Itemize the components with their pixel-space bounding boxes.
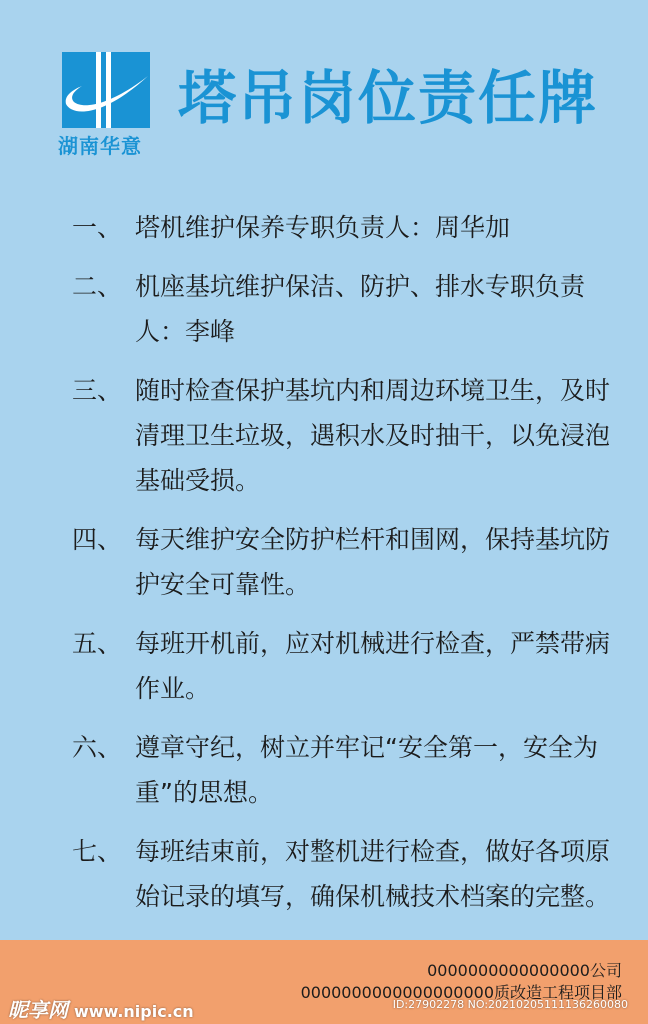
list-item [72, 368, 632, 503]
item-number: 五、 [72, 629, 123, 658]
item-text: 每班开机前，应对机械进行检查，严禁带病作业。 [135, 629, 611, 703]
watermark-site-name: 昵享网 [8, 998, 68, 1022]
item-text: 每班结束前，对整机进行检查，做好各项原始记录的填写，确保机械技术档案的完整。 [135, 837, 611, 911]
hunan-huayi-logo-icon [62, 52, 150, 128]
item-text: 每天维护安全防护栏杆和围网，保持基坑防护安全可靠性。 [135, 525, 611, 599]
item-number: 一、 [72, 213, 123, 242]
item-text: 塔机维护保养专职负责人：周华加 [135, 213, 511, 242]
watermark-logo [8, 994, 194, 1023]
watermark-id: ID:27902278 NO:20210205111136260080 [392, 998, 628, 1011]
company-name: 0000000000000000公司 [427, 961, 622, 980]
department-name: 0000000000000000000质改造工程项目部 [300, 983, 622, 1002]
list-item [72, 517, 632, 607]
item-number: 四、 [72, 525, 123, 554]
list-item [72, 621, 632, 711]
item-number: 七、 [72, 837, 123, 866]
page-title: 塔吊岗位责任牌 [178, 64, 599, 132]
watermark-url: www.nipic.cn [74, 1002, 194, 1021]
logo-text: 湖南华意 [58, 134, 142, 158]
list-item [72, 205, 632, 250]
item-text: 机座基坑维护保洁、防护、排水专职负责人：李峰 [135, 272, 586, 346]
list-item [72, 264, 632, 354]
item-number: 三、 [72, 376, 123, 405]
item-text: 随时检查保护基坑内和周边环境卫生，及时清理卫生垃圾，遇积水及时抽干，以免浸泡基础受损。 [135, 376, 611, 495]
item-number: 二、 [72, 272, 123, 301]
item-number: 六、 [72, 733, 123, 762]
item-text: 遵章守纪，树立并牢记“安全第一，安全为重”的思想。 [135, 733, 598, 807]
responsibility-list [72, 205, 632, 933]
list-item [72, 725, 632, 815]
list-item [72, 829, 632, 919]
